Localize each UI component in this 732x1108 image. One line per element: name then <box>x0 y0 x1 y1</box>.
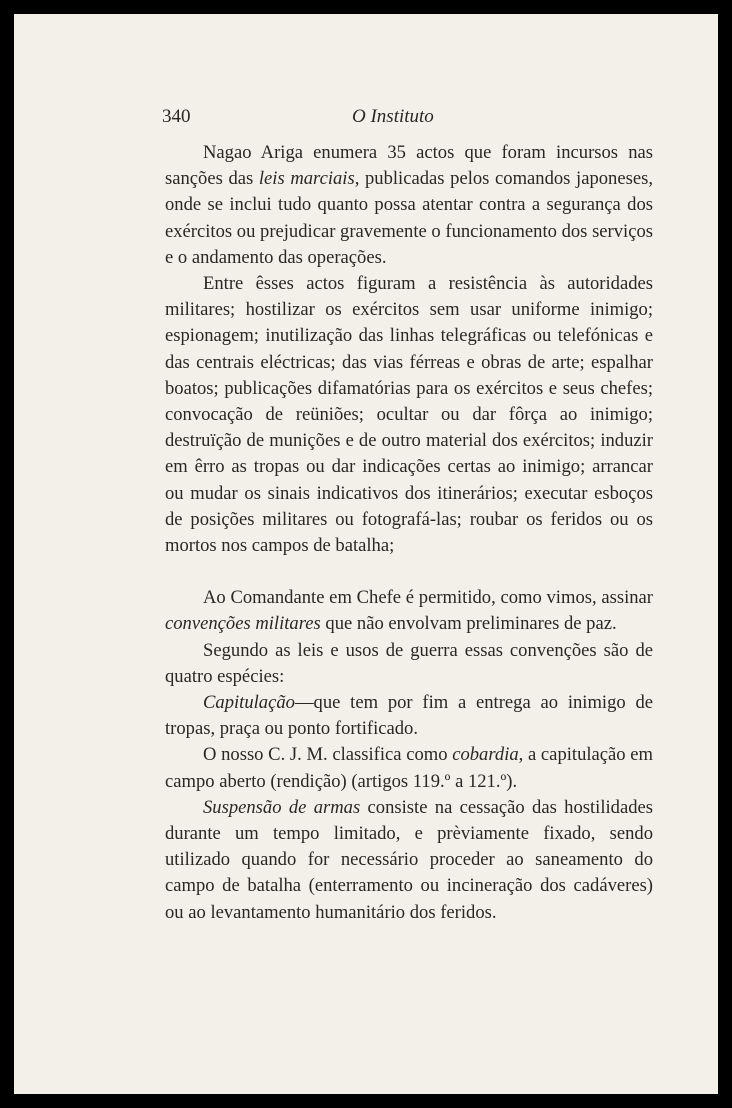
book-page <box>14 14 718 1094</box>
text-run: Nagao Ariga enumera 35 actos que foram incursos nas sanções das <box>165 142 653 190</box>
text-run: —que tem por fim a entrega ao inimigo de tropas, praça ou ponto fortificado. <box>165 692 653 740</box>
paragraph <box>165 638 653 690</box>
text-run: , publicadas pelos comandos japoneses, onde se inclui tudo quanto possa atentar contra a segurança dos exércitos ou prejudicar gravemente o funcionamento dos serviços e o andamento das operações. <box>165 168 653 268</box>
text-run: Segundo as leis e usos de guerra essas convenções são de quatro espécies: <box>165 639 653 687</box>
text-run: , a capitulação em campo aberto (rendição) (artigos 119.º a 121.º). <box>165 744 653 792</box>
italic-term: leis marciais <box>258 168 355 190</box>
paragraph <box>165 742 653 794</box>
text-run: Entre êsses actos figuram a resistência às autoridades militares; hostilizar os exércitos sem usar uniforme inimigo; espionagem; inutilização das linhas telegráficas ou telefónicas e das centrais eléctricas; das vias férreas e obras de arte; espalhar boatos; publicações difamatórias para os exércitos e seus chefes; convocação de reüniões; ocultar ou dar fôrça ao inimigo; destruïção de munições e de outro material dos exércitos; induzir em êrro as tropas ou dar indicações certas ao inimigo; arrancar ou mudar os sinais indicativos dos itinerários; executar esboços de posições militares ou fotografá-las; roubar os feridos ou os mortos nos campos de batalha; <box>165 273 653 557</box>
body-text <box>165 140 653 926</box>
italic-term: convenções militares <box>165 613 321 635</box>
italic-term: cobardia <box>452 744 519 766</box>
italic-term: Capitulação <box>203 692 295 714</box>
text-run: consiste na cessação das hostilidades durante um tempo limitado, e prèviamente fixado, sendo utilizado quando for necessário proceder ao saneamento do campo de batalha (enterramento ou incineração dos cadáveres) ou ao levantamento humanitário dos feridos. <box>165 796 653 923</box>
page-number: 340 <box>162 106 191 127</box>
text-run: que não envolvam preliminares de paz. <box>320 613 617 635</box>
paragraph <box>165 690 653 742</box>
text-run: Ao Comandante em Chefe é permitido, como vimos, assinar <box>203 587 653 609</box>
paragraph <box>165 140 653 271</box>
italic-term: Suspensão de armas <box>203 796 361 818</box>
paragraph <box>165 271 653 559</box>
paragraph <box>165 585 653 637</box>
paragraph <box>165 795 653 926</box>
text-run: O nosso C. J. M. classifica como <box>203 744 453 766</box>
running-title: O Instituto <box>352 106 434 127</box>
page-header <box>162 106 652 130</box>
